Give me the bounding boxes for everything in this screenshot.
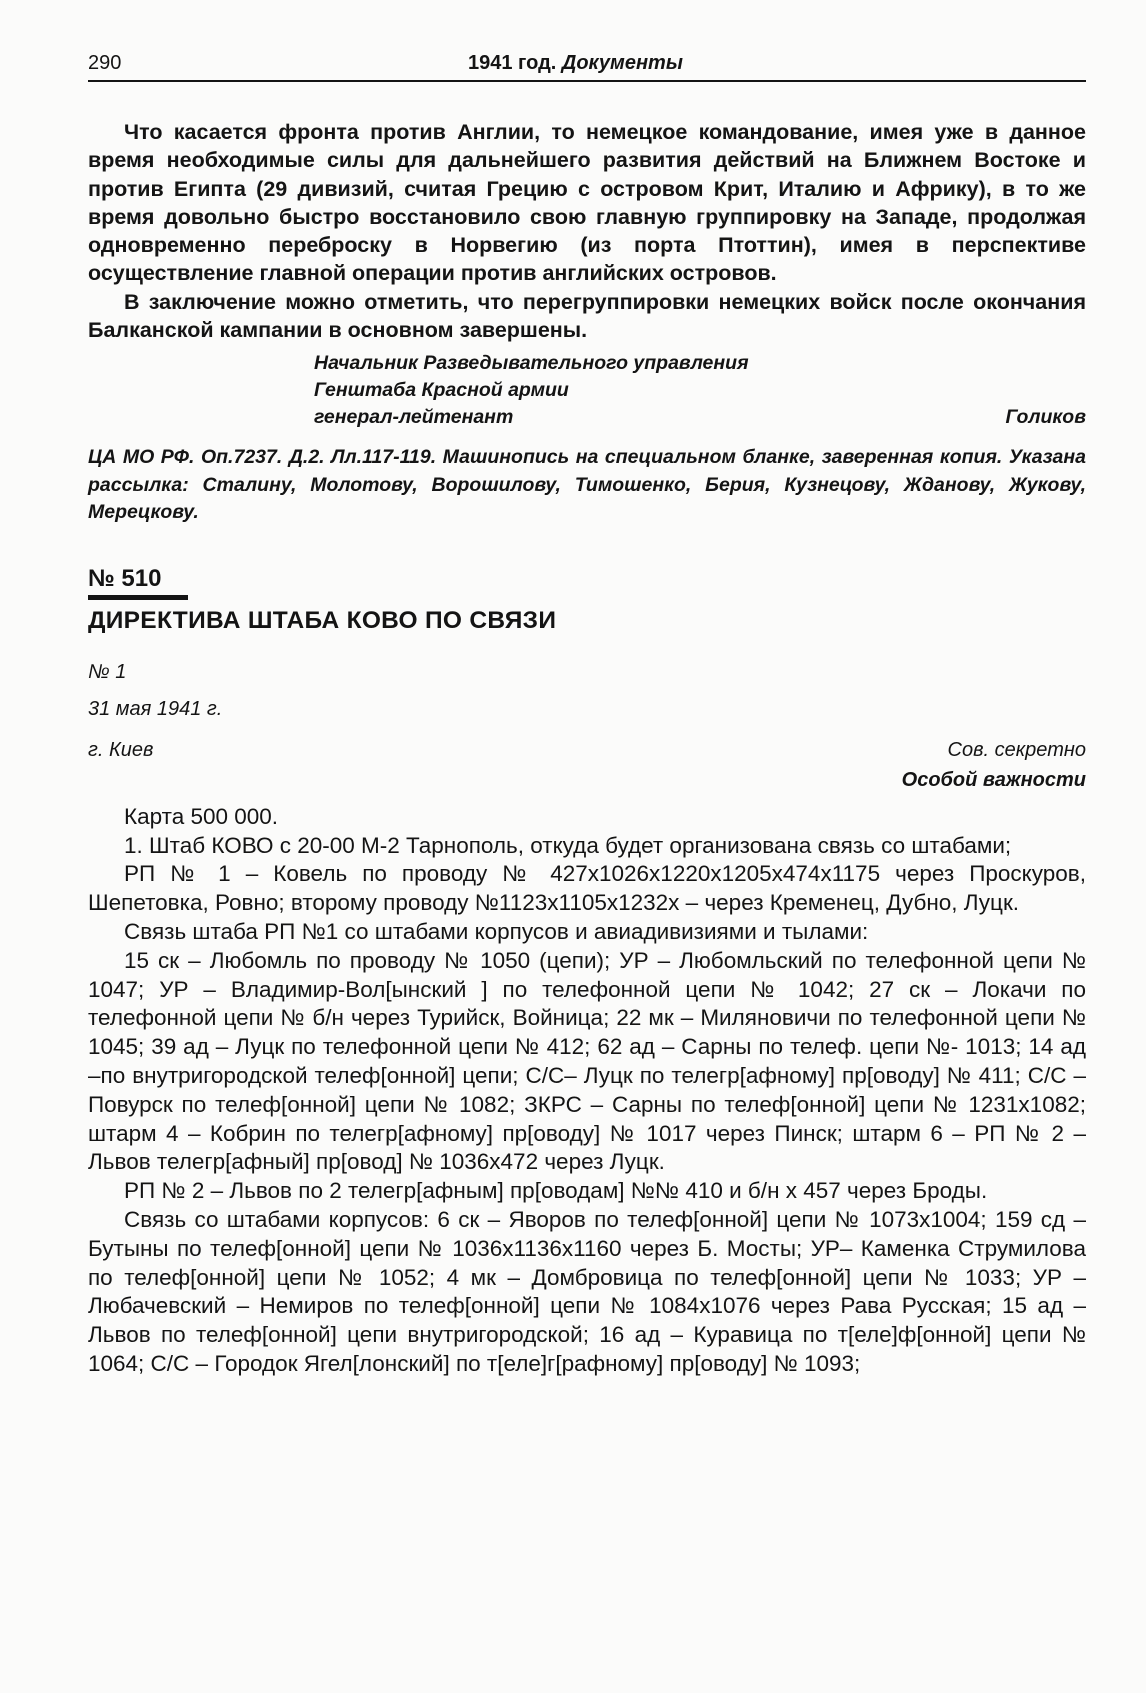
archive-reference: ЦА МО РФ. Оп.7237. Д.2. Лл.117-119. Машинопись на специальном бланке, заверенная копия. Указана рассылка: Сталину, Молотову, Ворошилову, Тимошенко, Берия, Кузнецову, Жданову, Жукову, Мерецкову. [88,446,1086,524]
paragraph: 15 ск – Любомль по проводу № 1050 (цепи); УР – Любомльский по телефонной цепи № 1047; УР – Владимир-Вол[ынский ] по телефонной цепи № 1042; 27 ск – Локачи по телефонной цепи № б/н через Турийск, Войница; 22 мк – Миляновичи по телефонной цепи № 1045; 39 ад – Луцк по телефонной цепи № 412; 62 ад – Сарны по телеф. цепи №- 1013; 14 ад –по внутригородской телеф[онной] цепи; С/С– Луцк по телегр[афному] пр[оводу] № 411; С/С – Повурск по телеф[онной] цепи № 1082; ЗКРС – Сарны по телеф[онной] цепи № 1231х1082; штарм 4 – Кобрин по телегр[афному] пр[оводу] № 1017 через Пинск; штарм 6 – РП № 2 – Львов телегр[афный] пр[овод] № 1036х472 через Луцк. [88,947,1086,1175]
running-header [88,52,1086,82]
paragraph: Карта 500 000. [124,803,279,829]
importance-label: Особой важности [901,768,1086,791]
signatory-name: Голиков [1005,406,1086,429]
paragraph: 1. Штаб КОВО с 20-00 М-2 Тарнополь, откуда будет организована связь со штабами; [124,832,1012,858]
place-and-secrecy [88,735,1086,797]
directive-text [88,803,1086,1379]
document-place: г. Киев [88,738,154,761]
preceding-document-text [88,118,1086,344]
document-title: ДИРЕКТИВА ШТАБА КОВО ПО СВЯЗИ [88,606,557,634]
document-meta [88,661,1086,720]
paragraph: РП № 2 – Львов по 2 телегр[афным] пр[оводам] №№ 410 и б/н х 457 через Броды. [124,1178,988,1204]
paragraph: Что касается фронта против Англии, то немецкое командование, имея уже в данное время необходимые силы для дальнейшего развития действий на Ближнем Востоке и против Египта (29 дивизий, считая Грецию с островом Крит, Италию и Африку), в то же время довольно быстро восстановило свою главную группировку на Западе, продолжая одновременно переброску в Норвегию (из порта Птоттин), имея в перспективе осуществление главной операции против английских островов. [88,120,1086,286]
document-date: 31 мая 1941 г. [88,697,223,720]
signature-title-line: Начальник Разведывательного управления [314,352,749,375]
document-number: № 510 [88,564,162,592]
signature-block [88,350,1086,434]
paragraph: В заключение можно отметить, что перегруппировки немецких войск после окончания Балканской кампании в основном завершены. [88,289,1086,343]
paragraph: Связь со штабами корпусов: 6 ск – Яворов по телеф[онной] цепи № 1073х1004; 159 сд – Бутыны по телеф[онной] цепи № 1036х1136х1160 через Б. Мосты; УР– Каменка Струмилова по телеф[онной] цепи № 1052; 4 мк – Домбровица по телеф[онной] цепи № 1033; УР – Любачевский – Немиров по телеф[онной] цепи № 1084х1076 через Рава Русская; 15 ад – Львов по телеф[онной] цепи внутригородской; 16 ад – Куравица по т[еле]ф[онной] цепи № 1064; С/С – Городок Ягел[лонский] по т[еле]г[рафному] пр[оводу] № 1093; [88,1207,1086,1377]
paragraph: Связь штаба РП №1 со штабами корпусов и авиадивизиями и тылами: [124,919,869,945]
book-title [468,52,683,75]
signature-title-line: генерал-лейтенант [314,406,514,429]
document-sub-number: № 1 [88,660,127,683]
document-number-rule [88,595,188,600]
signature-title-line: Генштаба Красной армии [314,379,569,402]
book-title-section: Документы [561,52,683,74]
paragraph: РП № 1 – Ковель по проводу № 427х1026х1220х1205х474х1175 через Проскуров, Шепетовка, Ровно; второму проводу №1123х1105х1232х – через Кременец, Дубно, Луцк. [88,861,1086,916]
book-title-year: 1941 год. [468,52,557,74]
page-body [88,118,1086,1379]
page-number: 290 [88,52,122,74]
secrecy-label: Сов. секретно [947,738,1086,761]
